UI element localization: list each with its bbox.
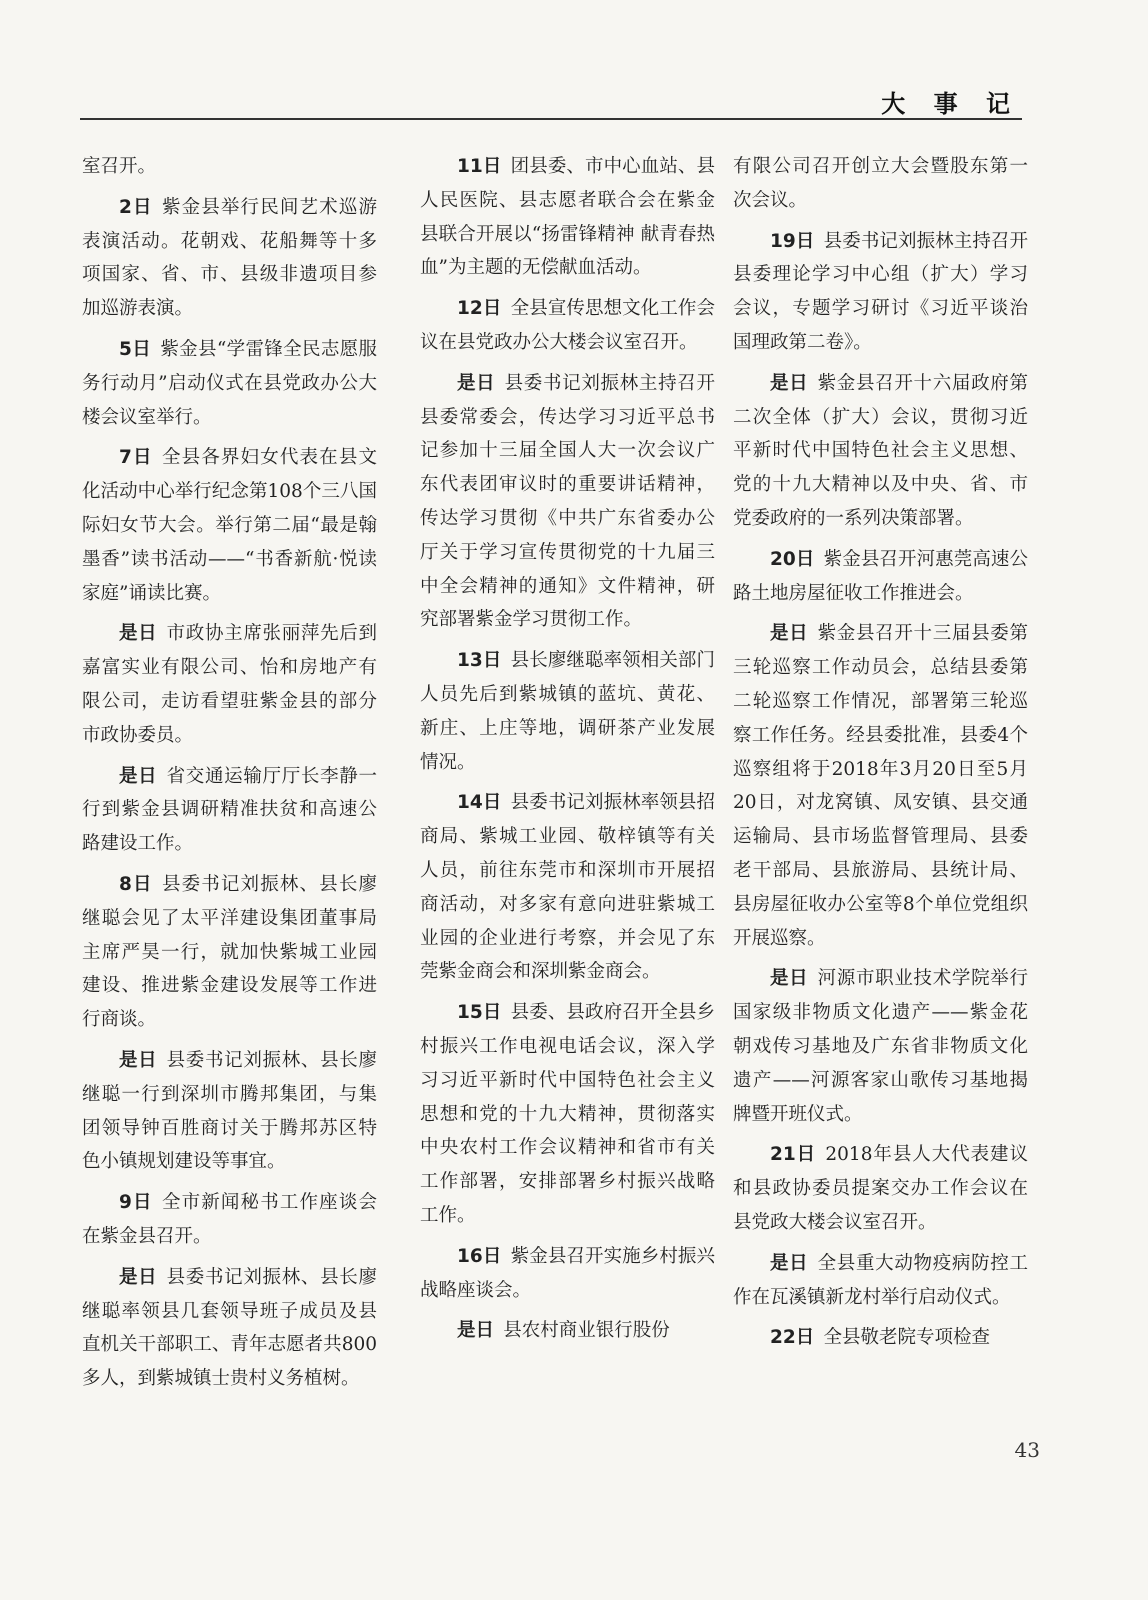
- entry-date: 7日: [119, 447, 153, 469]
- entry-date: 13日: [457, 650, 502, 672]
- chronicle-entry: [733, 962, 1028, 1131]
- entry-date: 是日: [119, 765, 158, 787]
- chronicle-entry: [733, 367, 1028, 536]
- entry-text: 河源市职业技术学院举行国家级非物质文化遗产——紫金花朝戏传习基地及广东省非物质文化遗产——河源客家山歌传习基地揭牌暨开班仪式。: [733, 968, 1028, 1125]
- chronicle-entry: [420, 1314, 715, 1348]
- entry-text: 紫金县召开十六届政府第二次全体（扩大）会议，贯彻习近平新时代中国特色社会主义思想、党的十九大精神以及中央、省、市党委政府的一系列决策部署。: [733, 372, 1028, 529]
- entry-date: 22日: [770, 1327, 815, 1349]
- entry-date: 16日: [457, 1245, 502, 1267]
- entry-date: 11日: [457, 156, 502, 177]
- chronicle-entry: [733, 225, 1028, 360]
- entry-text: 县委、县政府召开全县乡村振兴工作电视电话会议，深入学习习近平新时代中国特色社会主义思想和党的十九大精神，贯彻落实中央农村工作会议精神和省市有关工作部署，安排部署乡村振兴战略工作。: [420, 1002, 715, 1226]
- entry-text: 县委书记刘振林、县长廖继聪会见了太平洋建设集团董事局主席严昊一行，就加快紫城工业园建设、推进紫金建设发展等工作进行商谈。: [82, 873, 377, 1031]
- chronicle-entry: [82, 1186, 377, 1254]
- chronicle-entry: [420, 644, 715, 779]
- entry-date: 是日: [119, 1049, 158, 1071]
- chronicle-entry: [420, 1240, 715, 1308]
- column-1: [82, 150, 377, 1403]
- entry-text: 2018年县人大代表建议和县政协委员提案交办工作会议在县党政大楼会议室召开。: [733, 1144, 1028, 1233]
- chronicle-entry: [733, 1138, 1028, 1239]
- entry-text: 紫金县召开河惠莞高速公路土地房屋征收工作推进会。: [733, 548, 1028, 604]
- entry-date: 是日: [770, 1252, 809, 1274]
- chronicle-entry: [82, 441, 377, 610]
- entry-text: 紫金县举行民间艺术巡游表演活动。花朝戏、花船舞等十多项国家、省、市、县级非遗项目参加巡游表演。: [82, 196, 377, 320]
- chronicle-entry: [733, 150, 1028, 218]
- entry-text: 紫金县召开十三届县委第三轮巡察工作动员会，总结县委第二轮巡察工作情况，部署第三轮巡察工作任务。经县委批准，县委4个巡察组将于2018年3月20日至5月20日，对龙窝镇、凤安镇、县交通运输局、县市场监督管理局、县委老干部局、县旅游局、县统计局、县房屋征收办公室等8个单位党组织开展巡察。: [733, 623, 1028, 949]
- entry-date: 8日: [119, 873, 153, 895]
- chronicle-entry: [420, 996, 715, 1233]
- chronicle-entry: [82, 191, 377, 326]
- chronicle-entry: [420, 292, 715, 360]
- entry-text: 县委书记刘振林主持召开县委理论学习中心组（扩大）学习会议，专题学习研讨《习近平谈治国理政第二卷》。: [733, 230, 1028, 353]
- chronicle-entry: [733, 1321, 1028, 1355]
- entry-text: 县委书记刘振林、县长廖继聪一行到深圳市腾邦集团，与集团领导钟百胜商讨关于腾邦苏区特色小镇规划建设等事宜。: [82, 1049, 377, 1173]
- chronicle-entry: [733, 543, 1028, 611]
- entry-text: 紫金县“学雷锋全民志愿服务行动月”启动仪式在县党政办公大楼会议室举行。: [82, 338, 377, 428]
- entry-date: 15日: [457, 1002, 502, 1024]
- entry-date: 是日: [457, 1320, 495, 1342]
- chronicle-entry: [82, 333, 377, 434]
- chronicle-entry: [82, 1044, 377, 1179]
- page-number: 43: [1014, 1438, 1040, 1462]
- page-header-title: 大 事 记: [881, 89, 1020, 118]
- entry-date: 21日: [770, 1144, 817, 1166]
- entry-text: 县委书记刘振林、县长廖继聪率领县几套领导班子成员及县直机关干部职工、青年志愿者共800多人，到紫城镇士贵村义务植树。: [82, 1266, 377, 1390]
- entry-date: 2日: [119, 196, 153, 218]
- entry-date: 是日: [770, 968, 809, 990]
- chronicle-entry: [82, 1261, 377, 1396]
- entry-text: 县长廖继聪率领相关部门人员先后到紫城镇的蓝坑、黄花、新庄、上庄等地，调研茶产业发展情况。: [420, 650, 715, 773]
- chronicle-entry: [82, 868, 377, 1037]
- chronicle-entry: [82, 617, 377, 752]
- chronicle-entry: [82, 760, 377, 861]
- entry-text: 紫金县召开实施乡村振兴战略座谈会。: [420, 1245, 715, 1301]
- entry-date: 20日: [770, 548, 815, 570]
- entry-date: 是日: [119, 1266, 158, 1288]
- header-divider: [80, 118, 1022, 120]
- column-2: [420, 150, 715, 1355]
- entry-date: 12日: [457, 298, 502, 320]
- chronicle-entry: [420, 367, 715, 637]
- entry-date: 19日: [770, 230, 815, 252]
- entry-date: 是日: [770, 372, 809, 394]
- entry-text: 全县重大动物疫病防控工作在瓦溪镇新龙村举行启动仪式。: [733, 1252, 1028, 1308]
- entry-text: 县委书记刘振林主持召开县委常委会，传达学习习近平总书记参加十三届全国人大一次会议广东代表团审议时的重要讲话精神，传达学习贯彻《中共广东省委办公厅关于学习宣传贯彻党的十九届三中全会精神的通知》文件精神，研究部署紫金学习贯彻工作。: [420, 372, 715, 631]
- entry-text: 全县各界妇女代表在县文化活动中心举行纪念第108个三八国际妇女节大会。举行第二届“最是翰墨香”读书活动——“书香新航·悦读家庭”诵读比赛。: [82, 447, 377, 604]
- entry-date: 14日: [457, 792, 502, 814]
- entry-text: 市政协主席张丽萍先后到嘉富实业有限公司、怡和房地产有限公司，走访看望驻紫金县的部分市政协委员。: [82, 623, 377, 746]
- entry-text: 有限公司召开创立大会暨股东第一次会议。: [733, 156, 1028, 211]
- chronicle-entry: [733, 1247, 1028, 1315]
- entry-text: 团县委、市中心血站、县人民医院、县志愿者联合会在紫金县联合开展以“扬雷锋精神 献青春热血”为主题的无偿献血活动。: [420, 156, 715, 279]
- entry-date: 5日: [119, 338, 152, 360]
- entry-text: 县委书记刘振林率领县招商局、紫城工业园、敬梓镇等有关人员，前往东莞市和深圳市开展招商活动，对多家有意向进驻紫城工业园的企业进行考察，并会见了东莞紫金商会和深圳紫金商会。: [420, 792, 715, 983]
- entry-text: 全市新闻秘书工作座谈会在紫金县召开。: [82, 1192, 377, 1247]
- chronicle-entry: [420, 786, 715, 989]
- entry-text: 全县宣传思想文化工作会议在县党政办公大楼会议室召开。: [420, 298, 715, 353]
- chronicle-entry: [733, 617, 1028, 955]
- entry-text: 省交通运输厅厅长李静一行到紫金县调研精准扶贫和高速公路建设工作。: [82, 765, 377, 855]
- entry-date: 是日: [770, 623, 809, 645]
- entry-text: 全县敬老院专项检查: [823, 1327, 991, 1349]
- entry-date: 是日: [457, 372, 496, 394]
- chronicle-entry: [82, 150, 377, 184]
- column-3: [733, 150, 1028, 1362]
- entry-text: 县农村商业银行股份: [503, 1320, 670, 1342]
- entry-date: 9日: [119, 1192, 153, 1214]
- entry-date: 是日: [119, 623, 158, 645]
- chronicle-entry: [420, 150, 715, 285]
- entry-text: 室召开。: [82, 156, 157, 177]
